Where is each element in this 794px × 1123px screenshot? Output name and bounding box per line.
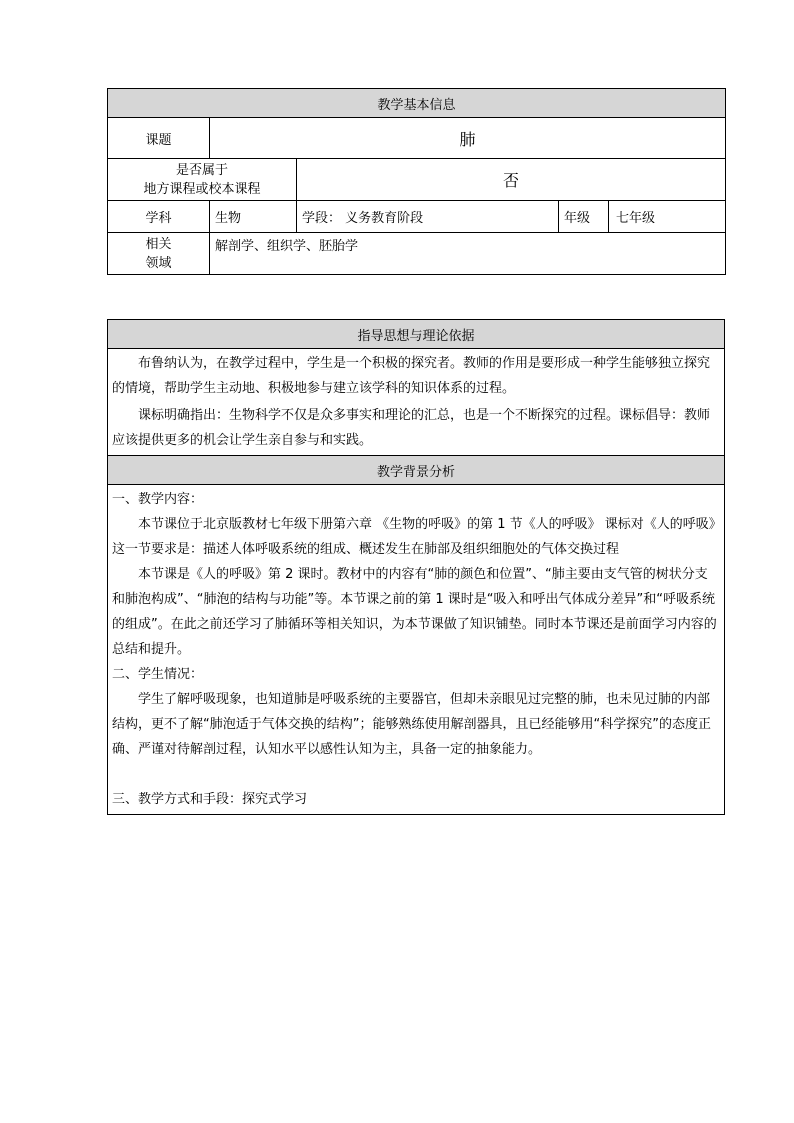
topic-value: 肺 <box>210 118 726 159</box>
field-label-line2: 领域 <box>145 255 172 271</box>
field-label <box>108 233 210 275</box>
grade-label: 年级 <box>559 201 609 233</box>
topic-label: 课题 <box>108 118 210 159</box>
grade-value: 七年级 <box>609 201 726 233</box>
basic-info-table <box>107 88 726 275</box>
subject-value: 生物 <box>210 201 297 233</box>
section-2-title: 二、学生情况： <box>112 667 204 682</box>
basic-info-header: 教学基本信息 <box>108 89 726 118</box>
section-3-title: 三、教学方式和手段：探究式学习 <box>112 792 308 807</box>
field-value: 解剖学、组织学、胚胎学 <box>210 233 726 275</box>
local-label-line1: 是否属于 <box>175 162 228 178</box>
background-content <box>108 485 725 815</box>
guidance-content <box>108 349 725 456</box>
local-course-label <box>108 159 297 201</box>
field-label-line1: 相关 <box>145 236 172 252</box>
stage-value: 学段： 义务教育阶段 <box>297 201 559 233</box>
analysis-table <box>107 319 725 815</box>
background-header: 教学背景分析 <box>108 456 725 485</box>
section-1-title: 一、教学内容： <box>112 492 204 507</box>
section-1-paragraph-1: 本节课位于北京版教材七年级下册第六章 《生物的呼吸》的第 1 节《人的呼吸》 课标对《人的呼吸》这一节要求是：描述人体呼吸系统的组成、概述发生在肺部及组织细胞处的气体交换过程 <box>112 517 716 557</box>
guidance-header: 指导思想与理论依据 <box>108 320 725 349</box>
subject-label: 学科 <box>108 201 210 233</box>
local-label-line2: 地方课程或校本课程 <box>143 181 261 197</box>
section-2-paragraph-1: 学生了解呼吸现象，也知道肺是呼吸系统的主要器官，但却未亲眼见过完整的肺，也未见过肺的内部结构，更不了解“肺泡适于气体交换的结构”；能够熟练使用解剖器具，且已经能够用“科学探究”的态度正确、严谨对待解剖过程，认知水平以感性认知为主，具备一定的抽象能力。 <box>112 692 711 757</box>
section-1-paragraph-2: 本节课是《人的呼吸》第 2 课时。教材中的内容有“肺的颜色和位置”、“肺主要由支气管的树状分支和肺泡构成”、“肺泡的结构与功能”等。本节课之前的第 1 课时是“吸入和呼出气体成分差异”和“呼吸系统的组成”。在此之前还学习了肺循环等相关知识，为本节课做了知识铺垫。同时本节课还是前面学习内容的总结和提升。 <box>112 567 717 657</box>
guidance-paragraph-1: 布鲁纳认为，在教学过程中，学生是一个积极的探究者。教师的作用是要形成一种学生能够独立探究的情境，帮助学生主动地、积极地参与建立该学科的知识体系的过程。 <box>112 356 711 396</box>
local-course-value: 否 <box>297 159 726 201</box>
guidance-paragraph-2: 课标明确指出：生物科学不仅是众多事实和理论的汇总，也是一个不断探究的过程。课标倡导：教师应该提供更多的机会让学生亲自参与和实践。 <box>112 408 711 448</box>
blank-line <box>108 762 724 787</box>
